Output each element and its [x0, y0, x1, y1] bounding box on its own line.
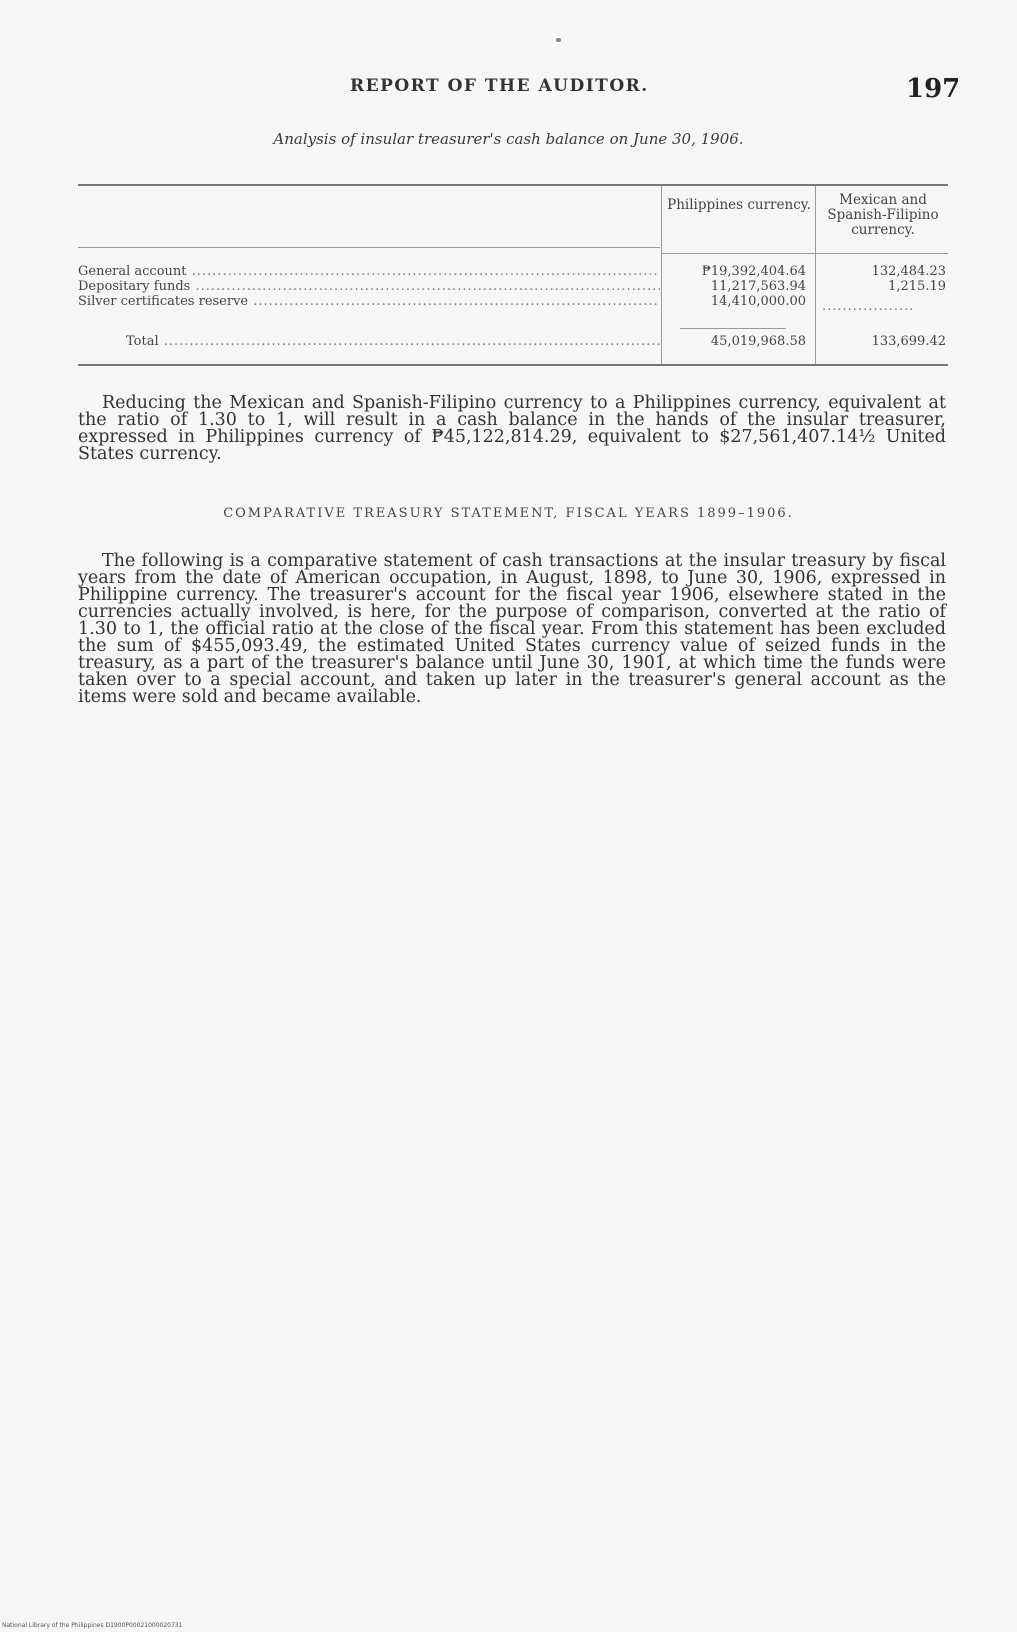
total-label: Total ..... — [126, 334, 660, 349]
page-number: 197 — [906, 74, 961, 104]
cell-philippines: 11,217,563.94 — [710, 279, 806, 294]
section-heading: COMPARATIVE TREASURY STATEMENT, FISCAL YEARS 1899–1906. — [223, 506, 794, 521]
paragraph-comparative-statement: The following is a comparative statement of cash transactions at the insular treasury by fiscal years from the date of American occupation, in August, 1898, to June 30, 1906, expressed in Philippine currency. The treasurer's account for the fiscal year 1906, elsewhere stated in the currencies actually involved, is here, for the purpose of comparison, converted at the ratio of 1.30 to 1, the official ratio at the close of the fiscal year. From this statement has been excluded the sum of $455,093.49, the estimated United States currency value of seized funds in the treasury, as a part of the treasurer's balance until June 30, 1901, at which time the funds were taken over to a special account, and taken up later in the treasurer's general account as the items were sold and became available. — [78, 551, 946, 707]
cell-philippines: 14,410,000.00 — [710, 294, 806, 309]
running-head: REPORT OF THE AUDITOR. — [350, 76, 649, 96]
table-title: Analysis of insular treasurer's cash balance on June 30, 1906. — [273, 130, 744, 148]
table-top-rule — [78, 184, 948, 186]
leader-dots: .................. — [822, 299, 915, 314]
table-row — [78, 279, 948, 294]
cell-mexican: 132,484.23 — [871, 264, 946, 279]
table-total-row — [78, 334, 948, 349]
cell-philippines: ₱19,392,404.64 — [701, 264, 806, 279]
total-mexican: 133,699.42 — [871, 334, 946, 349]
cell-mexican: 1,215.19 — [888, 279, 946, 294]
row-label: Silver certificates reserve ..... — [78, 294, 660, 309]
scan-attribution: National Library of the Philippines D1900P00021000020731 — [2, 1622, 183, 1629]
table-row — [78, 294, 948, 309]
table-row — [78, 264, 948, 279]
table-bottom-rule — [78, 364, 948, 366]
column-header-mexican: Mexican and Spanish-Filipino currency. — [827, 192, 939, 238]
sum-rule-1 — [680, 328, 786, 329]
ink-speck — [556, 38, 561, 42]
column-header-philippines: Philippines currency. — [667, 197, 811, 213]
paragraph-conversion: Reducing the Mexican and Spanish-Filipino currency to a Philippines currency, equivalent at the ratio of 1.30 to 1, will result in a cash balance in the hands of the insular treasurer, expressed in Philippines currency of ₱45,122,814.29, equivalent to $27,561,407.14½ United States currency. — [78, 393, 946, 464]
total-philippines: 45,019,968.58 — [710, 334, 806, 349]
row-label: General account ..... — [78, 264, 660, 279]
header-rule-left — [78, 247, 660, 248]
header-rule-right — [662, 253, 948, 254]
row-label: Depositary funds ..... — [78, 279, 660, 294]
